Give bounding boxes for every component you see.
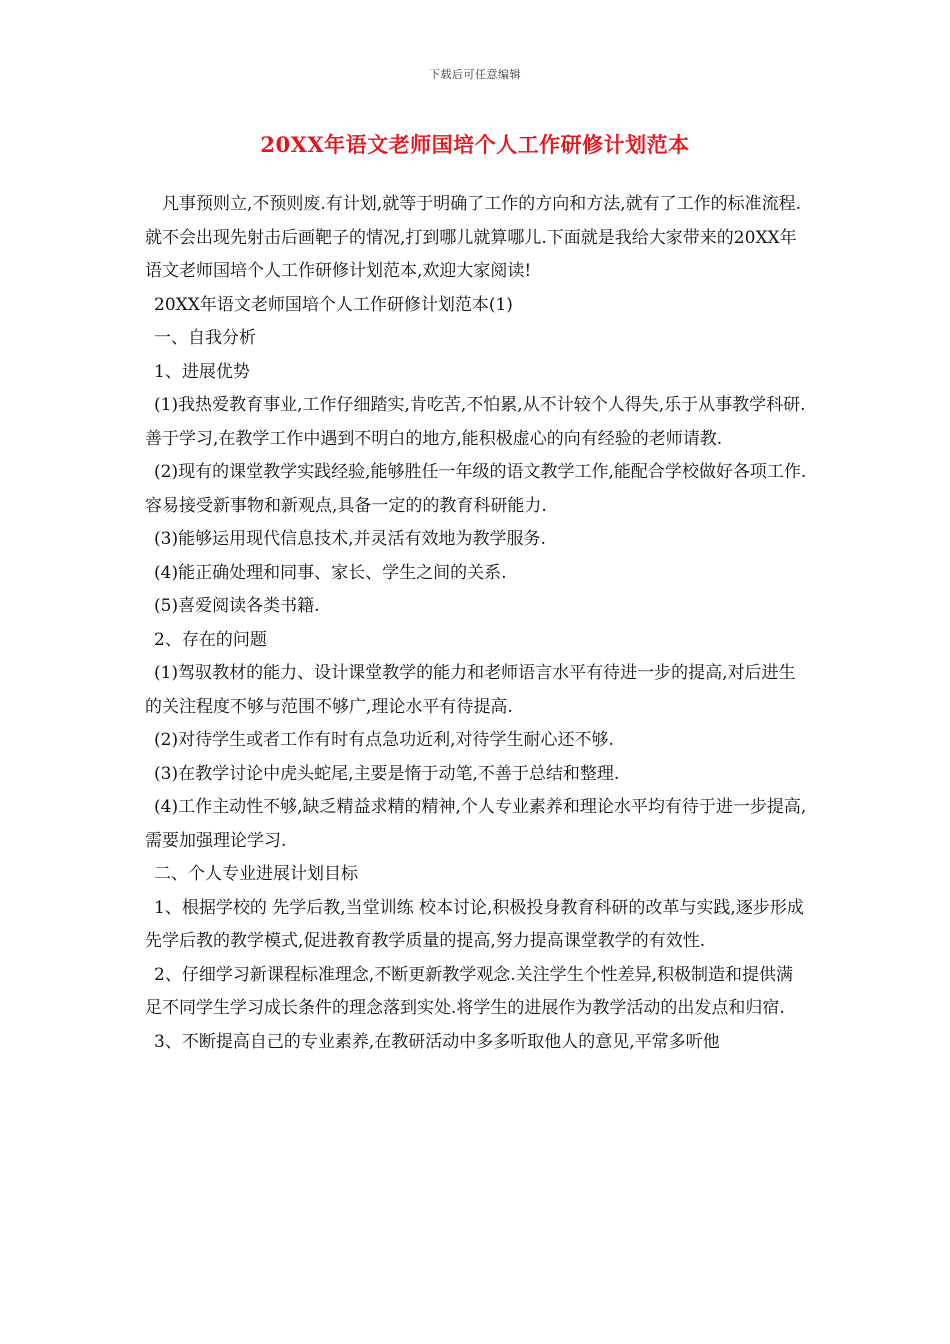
problem-item-2: (2)对待学生或者工作有时有点急功近利,对待学生耐心还不够. xyxy=(154,730,614,750)
page-header-note: 下载后可任意编辑 xyxy=(429,68,521,81)
heading-development-goals: 二、个人专业进展计划目标 xyxy=(154,864,358,884)
goal-item-1: 1、根据学校的 先学后教,当堂训练 校本讨论,积极投身教育科研的改革与实践,逐步形成先学后教的教学模式,促进教育教学质量的提高,努力提高课堂教学的有效性. xyxy=(145,897,804,951)
advantage-item-2: (2)现有的课堂教学实践经验,能够胜任一年级的语文教学工作,能配合学校做好各项工作.容易接受新事物和新观点,具备一定的的教育科研能力. xyxy=(145,462,807,516)
advantage-item-1: (1)我热爱教育事业,工作仔细踏实,肯吃苦,不怕累,从不计较个人得失,乐于从事教学科研.善于学习,在教学工作中遇到不明白的地方,能积极虚心的向有经验的老师请教. xyxy=(145,395,806,449)
intro-paragraph: 凡事预则立,不预则废.有计划,就等于明确了工作的方向和方法,就有了工作的标准流程.就不会出现先射击后画靶子的情况,打到哪儿就算哪儿.下面就是我给大家带来的20XX年语文老师国培个人工作研修计划范本,欢迎大家阅读! xyxy=(145,194,802,281)
advantage-item-4: (4)能正确处理和同事、家长、学生之间的关系. xyxy=(154,562,507,583)
heading-self-analysis: 一、自我分析 xyxy=(154,328,256,348)
problem-item-4: (4)工作主动性不够,缺乏精益求精的精神,个人专业素养和理论水平均有待于进一步提高,需要加强理论学习. xyxy=(145,797,807,851)
goal-item-3: 3、不断提高自己的专业素养,在教研活动中多多听取他人的意见,平常多听他 xyxy=(154,1031,720,1052)
subheading-advantages: 1、进展优势 xyxy=(154,361,250,382)
advantage-item-5: (5)喜爱阅读各类书籍. xyxy=(154,596,320,616)
document-body xyxy=(145,188,810,1059)
problem-item-3: (3)在教学讨论中虎头蛇尾,主要是惰于动笔,不善于总结和整理. xyxy=(154,763,620,784)
document-title: 20XX年语文老师国培个人工作研修计划范本 xyxy=(260,132,690,157)
subheading-problems: 2、存在的问题 xyxy=(154,629,267,650)
problem-item-1: (1)驾驭教材的能力、设计课堂教学的能力和老师语言水平有待进一步的提高,对后进生的关注程度不够与范围不够广,理论水平有待提高. xyxy=(145,663,796,717)
advantage-item-3: (3)能够运用现代信息技术,并灵活有效地为教学服务. xyxy=(154,529,546,549)
section-heading-plan-1: 20XX年语文老师国培个人工作研修计划范本(1) xyxy=(154,294,513,315)
goal-item-2: 2、仔细学习新课程标准理念,不断更新教学观念.关注学生个性差异,积极制造和提供满足不同学生学习成长条件的理念落到实处.将学生的进展作为教学活动的出发点和归宿. xyxy=(145,964,794,1018)
